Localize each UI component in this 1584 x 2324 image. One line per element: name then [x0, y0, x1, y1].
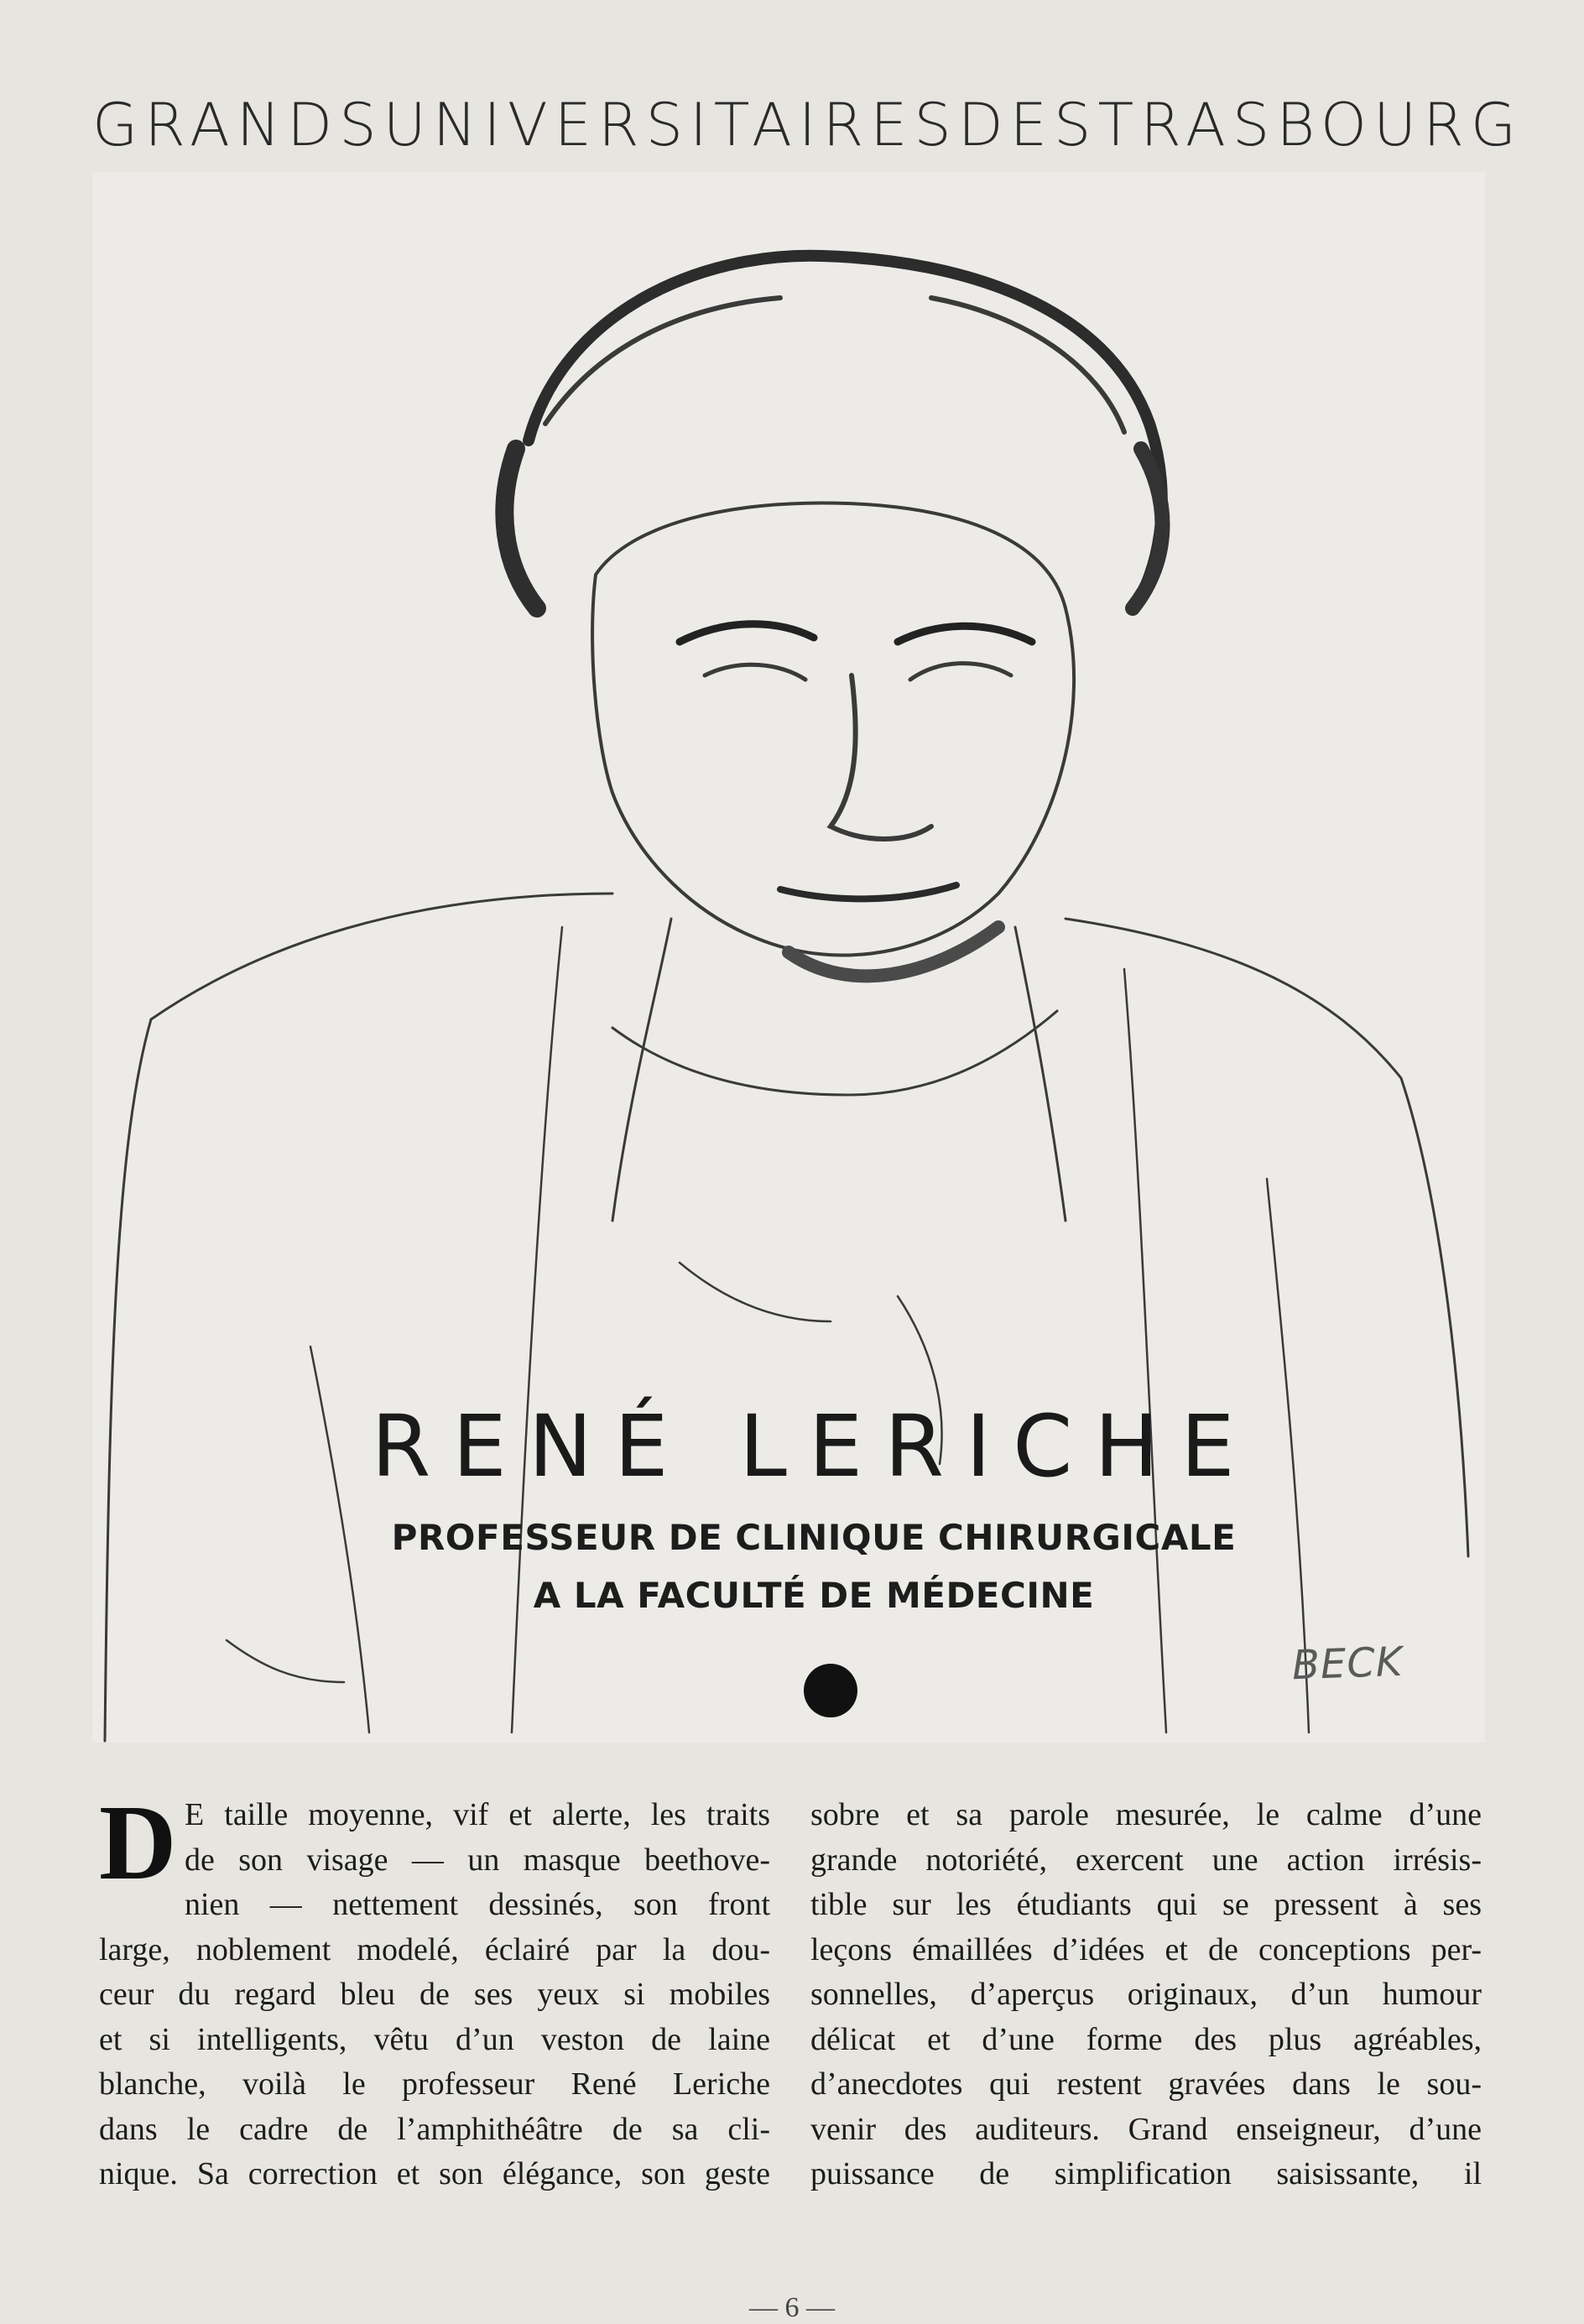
text-line: puissance de simplification saisissante, il [810, 2156, 1482, 2191]
text-line: E taille moyenne, vif et alerte, les traits [185, 1797, 770, 1832]
text-line: leçons émaillées d’idées et de conceptions per- [810, 1931, 1482, 1967]
article-column-right [810, 1793, 1482, 2197]
article-column-left [99, 1783, 770, 2197]
text-line: délicat et d’une forme des plus agréables, [810, 2021, 1482, 2057]
text-line: dans le cadre de l’amphithéâtre de sa cli- [99, 2111, 770, 2147]
text-line: et si intelligents, vêtu d’un veston de laine [99, 2021, 770, 2057]
text-line: sobre et sa parole mesurée, le calme d’une [810, 1797, 1482, 1832]
text-line: d’anecdotes qui restent gravées dans le sou- [810, 2066, 1482, 2102]
text-line: venir des auditeurs. Grand enseigneur, d’une [810, 2111, 1482, 2147]
text-line: nien — nettement dessinés, son front [185, 1887, 770, 1922]
header-word-strasbourg: STRASBOURG [1054, 91, 1524, 159]
header-word-de: DE [957, 91, 1055, 159]
page-header [92, 91, 1524, 159]
text-line: ceur du regard bleu de ses yeux si mobiles [99, 1977, 770, 2012]
text-line: large, noblement modelé, éclairé par la dou- [99, 1931, 770, 1967]
portrait-subtitle-line1: PROFESSEUR DE CLINIQUE CHIRURGICALE [391, 1517, 1237, 1558]
page-number: — 6 — [749, 2292, 835, 2323]
text-line: blanche, voilà le professeur René Leriche [99, 2066, 770, 2102]
artist-signature: BECK [1291, 1638, 1404, 1690]
portrait-plate [92, 172, 1485, 1743]
header-word-universitaires: UNIVERSITAIRES [383, 91, 958, 159]
portrait-name: RENÉ LERICHE [371, 1397, 1257, 1497]
text-line: nique. Sa correction et son élégance, son geste [99, 2156, 770, 2191]
text-line: de son visage — un masque beethove- [185, 1842, 770, 1878]
bullet-dot-ornament [804, 1664, 857, 1717]
text-line: sonnelles, d’aperçus originaux, d’un humour [810, 1977, 1482, 2012]
text-line: tible sur les étudiants qui se pressent à ses [810, 1887, 1482, 1922]
drop-cap: D [99, 1783, 177, 1902]
portrait-subtitle-line2: A LA FACULTÉ DE MÉDECINE [533, 1575, 1095, 1616]
header-word-grands: GRANDS [92, 91, 383, 159]
text-line: grande notoriété, exercent une action irrésis- [810, 1842, 1482, 1878]
portrait-sketch [92, 172, 1485, 1743]
